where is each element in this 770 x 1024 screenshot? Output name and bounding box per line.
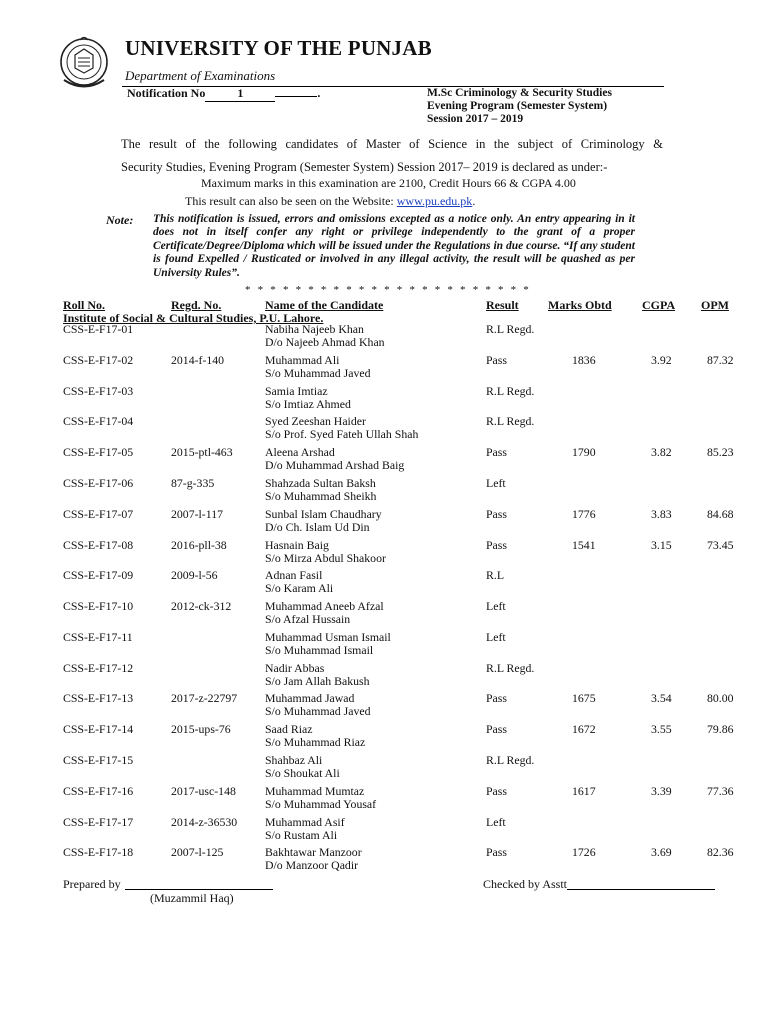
department-name: Department of Examinations — [125, 68, 276, 83]
table-row — [0, 385, 770, 415]
prepared-by — [63, 877, 273, 892]
notification-number: Notification No 1 . — [127, 86, 321, 100]
cell-name: Sunbal Islam Chaudhary — [265, 507, 382, 521]
cell-marks: 1541 — [572, 538, 596, 552]
cell-roll: CSS-E-F17-10 — [63, 599, 134, 613]
cell-regd: 2014-z-36530 — [171, 815, 238, 829]
cell-name: Adnan Fasil — [265, 568, 323, 582]
cell-roll: CSS-E-F17-03 — [63, 384, 134, 398]
cell-roll: CSS-E-F17-12 — [63, 661, 134, 675]
cell-roll: CSS-E-F17-08 — [63, 538, 134, 552]
table-row — [0, 354, 770, 384]
cell-roll: CSS-E-F17-14 — [63, 722, 134, 736]
cell-roll: CSS-E-F17-07 — [63, 507, 134, 521]
header-result: Result — [486, 298, 519, 312]
cell-parent: S/o Karam Ali — [265, 581, 334, 595]
table-row — [0, 723, 770, 753]
cell-result: Pass — [486, 845, 507, 859]
cell-opm: 84.68 — [707, 507, 734, 521]
cell-roll: CSS-E-F17-05 — [63, 445, 134, 459]
prepared-by-signature-line — [125, 889, 273, 890]
notification-label: Notification No — [127, 86, 206, 100]
cell-cgpa: 3.69 — [651, 845, 672, 859]
table-row — [0, 662, 770, 692]
cell-regd: 2017-usc-148 — [171, 784, 236, 798]
cell-parent: S/o Muhammad Riaz — [265, 735, 366, 749]
cell-regd: 2015-ups-76 — [171, 722, 231, 736]
cell-marks: 1675 — [572, 691, 596, 705]
cell-marks: 1672 — [572, 722, 596, 736]
cell-cgpa: 3.83 — [651, 507, 672, 521]
cell-cgpa: 3.82 — [651, 445, 672, 459]
cell-result: R.L Regd. — [486, 661, 535, 675]
cell-result: Pass — [486, 722, 507, 736]
cell-marks: 1617 — [572, 784, 596, 798]
cell-parent: S/o Prof. Syed Fateh Ullah Shah — [265, 427, 419, 441]
header-marks: Marks Obtd — [548, 298, 612, 312]
cell-name: Hasnain Baig — [265, 538, 329, 552]
cell-cgpa: 3.54 — [651, 691, 672, 705]
cell-parent: D/o Muhammad Arshad Baig — [265, 458, 405, 472]
cell-name: Saad Riaz — [265, 722, 313, 736]
cell-name: Muhammad Aneeb Afzal — [265, 599, 384, 613]
table-row — [0, 539, 770, 569]
cell-cgpa: 3.92 — [651, 353, 672, 367]
cell-name: Muhammad Ali — [265, 353, 340, 367]
separator-stars: * * * * * * * * * * * * * * * * * * * * * * * — [245, 284, 531, 296]
checked-by — [483, 877, 715, 892]
cell-name: Muhammad Mumtaz — [265, 784, 365, 798]
cell-roll: CSS-E-F17-16 — [63, 784, 134, 798]
cell-roll: CSS-E-F17-02 — [63, 353, 134, 367]
cell-regd: 2007-l-117 — [171, 507, 223, 521]
preparer-name: (Muzammil Haq) — [150, 891, 234, 905]
program-name: M.Sc Criminology & Security Studies — [427, 87, 612, 99]
table-row — [0, 477, 770, 507]
cell-parent: D/o Najeeb Ahmad Khan — [265, 335, 385, 349]
cell-name: Samia Imtiaz — [265, 384, 328, 398]
cell-opm: 82.36 — [707, 845, 734, 859]
cell-regd: 2016-pll-38 — [171, 538, 227, 552]
cell-name: Shahzada Sultan Baksh — [265, 476, 376, 490]
cell-result: Pass — [486, 691, 507, 705]
cell-opm: 73.45 — [707, 538, 734, 552]
cell-regd: 2015-ptl-463 — [171, 445, 233, 459]
cell-parent: S/o Muhammad Sheikh — [265, 489, 377, 503]
cell-regd: 87-g-335 — [171, 476, 215, 490]
header-regd-no: Regd. No. — [171, 298, 222, 312]
table-row — [0, 816, 770, 846]
cell-name: Nabiha Najeeb Khan — [265, 322, 364, 336]
cell-roll: CSS-E-F17-01 — [63, 322, 134, 336]
notification-blank — [275, 96, 317, 97]
note-text: This notification is issued, errors and omissions excepted as a notice only. An entry appearing in it does not in itself confer any right or privilege independently to the grant of a proper Certificate/Degree/Diploma which will be issued under the Regulations in due course. “If any student is found Expelled / Rusticated or involved in any illegal activity, the result will be quashed as per University Rules”. — [153, 213, 635, 279]
cell-parent: S/o Mirza Abdul Shakoor — [265, 551, 386, 565]
cell-parent: S/o Shoukat Ali — [265, 766, 340, 780]
table-row — [0, 569, 770, 599]
cell-name: Nadir Abbas — [265, 661, 325, 675]
table-row — [0, 415, 770, 445]
cell-opm: 85.23 — [707, 445, 734, 459]
cell-name: Aleena Arshad — [265, 445, 335, 459]
intro-paragraph — [121, 134, 663, 177]
prepared-by-label: Prepared by — [63, 877, 121, 891]
university-title: UNIVERSITY OF THE PUNJAB — [125, 36, 432, 60]
cell-cgpa: 3.39 — [651, 784, 672, 798]
cell-parent: S/o Imtiaz Ahmed — [265, 397, 351, 411]
cell-roll: CSS-E-F17-18 — [63, 845, 134, 859]
cell-roll: CSS-E-F17-13 — [63, 691, 134, 705]
website-link[interactable]: www.pu.edu.pk — [396, 194, 473, 208]
note-label: Note: — [106, 213, 134, 227]
table-row — [0, 692, 770, 722]
program-session: Session 2017 – 2019 — [427, 113, 524, 125]
cell-roll: CSS-E-F17-04 — [63, 414, 134, 428]
table-row — [0, 323, 770, 353]
cell-marks: 1776 — [572, 507, 596, 521]
cell-result: Left — [486, 630, 506, 644]
cell-result: R.L Regd. — [486, 384, 535, 398]
cell-roll: CSS-E-F17-15 — [63, 753, 134, 767]
cell-name: Muhammad Asif — [265, 815, 345, 829]
table-row — [0, 785, 770, 815]
cell-result: R.L Regd. — [486, 753, 535, 767]
cell-result: Pass — [486, 445, 507, 459]
intro-line-1: The result of the following candidates of Master of Science in the subject of Criminology & — [121, 137, 663, 151]
cell-opm: 80.00 — [707, 691, 734, 705]
cell-result: R.L Regd. — [486, 322, 535, 336]
cell-parent: S/o Jam Allah Bakush — [265, 674, 370, 688]
cell-roll: CSS-E-F17-06 — [63, 476, 134, 490]
cell-parent: S/o Muhammad Ismail — [265, 643, 374, 657]
table-row — [0, 508, 770, 538]
cell-roll: CSS-E-F17-09 — [63, 568, 134, 582]
cell-name: Muhammad Usman Ismail — [265, 630, 391, 644]
header-cgpa: CGPA — [642, 298, 676, 312]
table-row — [0, 600, 770, 630]
cell-result: Pass — [486, 353, 507, 367]
cell-result: Pass — [486, 538, 507, 552]
website-prefix: This result can also be seen on the Website: — [185, 194, 397, 208]
cell-marks: 1726 — [572, 845, 596, 859]
cell-parent: S/o Muhammad Yousaf — [265, 797, 377, 811]
cell-cgpa: 3.15 — [651, 538, 672, 552]
program-info — [427, 87, 612, 126]
cell-result: Pass — [486, 784, 507, 798]
cell-name: Syed Zeeshan Haider — [265, 414, 366, 428]
checked-by-signature-line — [567, 889, 715, 890]
cell-name: Muhammad Jawad — [265, 691, 355, 705]
cell-result: R.L Regd. — [486, 414, 535, 428]
cell-parent: S/o Muhammad Javed — [265, 366, 371, 380]
cell-opm: 79.86 — [707, 722, 734, 736]
cell-parent: D/o Manzoor Qadir — [265, 858, 359, 872]
institute-name: Institute of Social & Cultural Studies, P.U. Lahore. — [63, 311, 324, 325]
cell-name: Shahbaz Ali — [265, 753, 323, 767]
cell-regd: 2014-f-140 — [171, 353, 225, 367]
cell-result: Left — [486, 476, 506, 490]
cell-regd: 2007-l-125 — [171, 845, 224, 859]
cell-opm: 77.36 — [707, 784, 734, 798]
max-marks-text: Maximum marks in this examination are 2100, Credit Hours 66 & CGPA 4.00 — [201, 176, 576, 190]
cell-regd: 2012-ck-312 — [171, 599, 232, 613]
cell-regd: 2009-l-56 — [171, 568, 218, 582]
website-suffix: . — [472, 194, 476, 208]
cell-parent: S/o Rustam Ali — [265, 828, 338, 842]
table-row — [0, 754, 770, 784]
table-row — [0, 846, 770, 876]
checked-by-label: Checked by Asstt — [483, 877, 567, 891]
university-crest-icon — [58, 35, 110, 93]
cell-marks: 1836 — [572, 353, 596, 367]
table-row — [0, 446, 770, 476]
website-line — [185, 194, 475, 209]
cell-roll: CSS-E-F17-11 — [63, 630, 133, 644]
cell-regd: 2017-z-22797 — [171, 691, 238, 705]
header-roll-no: Roll No. — [63, 298, 105, 312]
header-candidate-name: Name of the Candidate — [265, 298, 384, 312]
cell-result: Pass — [486, 507, 507, 521]
table-row — [0, 631, 770, 661]
cell-parent: S/o Muhammad Javed — [265, 704, 371, 718]
cell-name: Bakhtawar Manzoor — [265, 845, 362, 859]
cell-parent: S/o Afzal Hussain — [265, 612, 351, 626]
cell-result: R.L — [486, 568, 505, 582]
header-opm: OPM — [701, 298, 729, 312]
cell-parent: D/o Ch. Islam Ud Din — [265, 520, 370, 534]
cell-marks: 1790 — [572, 445, 596, 459]
cell-roll: CSS-E-F17-17 — [63, 815, 134, 829]
cell-cgpa: 3.55 — [651, 722, 672, 736]
notification-no: 1 — [205, 86, 275, 102]
cell-result: Left — [486, 599, 506, 613]
intro-line-2: Security Studies, Evening Program (Semester System) Session 2017– 2019 is declared as under:- — [121, 160, 608, 174]
cell-result: Left — [486, 815, 506, 829]
program-type: Evening Program (Semester System) — [427, 100, 608, 112]
cell-opm: 87.32 — [707, 353, 734, 367]
